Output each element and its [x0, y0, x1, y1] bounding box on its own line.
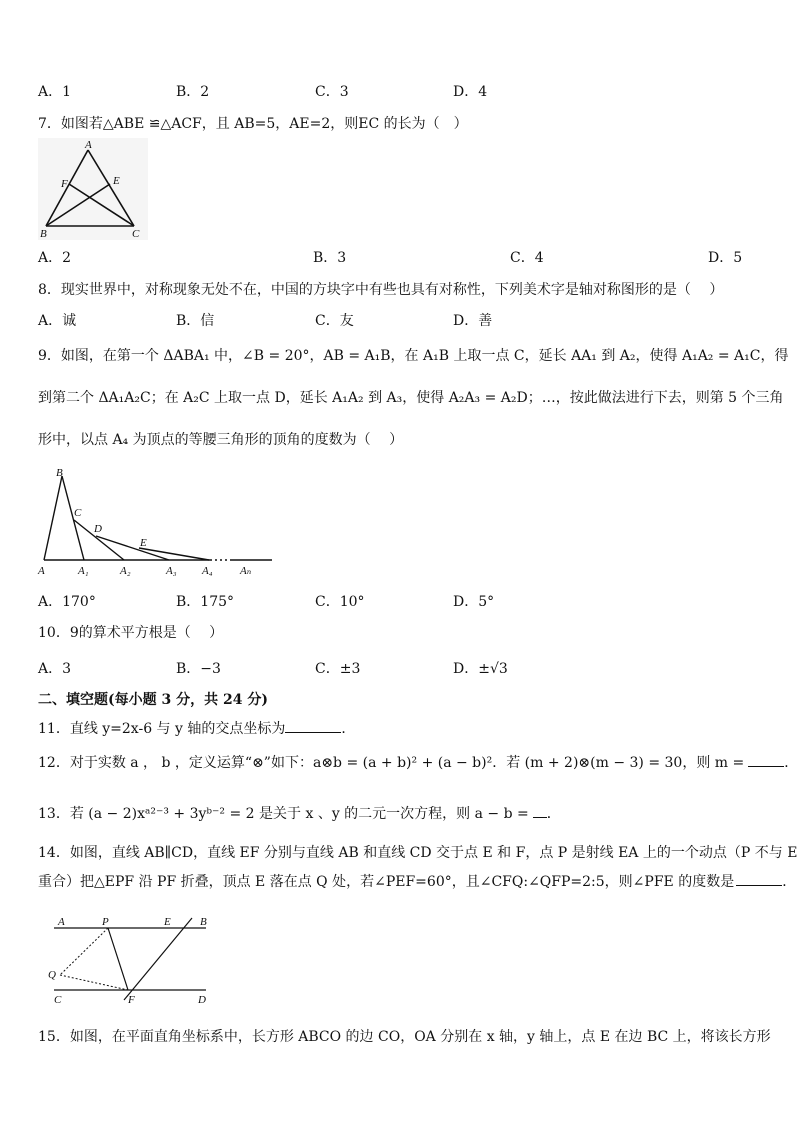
- q15-question: 15．如图，在平面直角坐标系中，长方形 ABCO 的边 CO，OA 分别在 x 轴，y 轴上，点 E 在边 BC 上，将该长方形: [38, 1029, 771, 1045]
- q6-option-a: A．1: [38, 84, 72, 100]
- q10-option-a: A．3: [38, 661, 72, 677]
- q9-label-a3: A₃: [166, 565, 177, 577]
- q14-label-d: D: [198, 994, 206, 1006]
- q7-question: 7．如图若△ABE ≌△ACF，且 AB=5，AE=2，则EC 的长为（ ）: [38, 116, 468, 132]
- q14-parallel-lines-figure: [40, 912, 220, 1010]
- q13-answer-blank[interactable]: [533, 803, 547, 818]
- q10-question: 10．9的算术平方根是（ ）: [38, 625, 224, 641]
- q12-text: 12．对于实数 a ， b ，定义运算“⊗”如下：a⊗b = (a + b)² + (a − b)²．若 (m + 2)⊗(m − 3) = 30，则 m =: [38, 755, 745, 771]
- q9-question-line1: 9．如图，在第一个 ΔABA₁ 中，∠B = 20°，AB = A₁B，在 A₁B 上取一点 C，延长 AA₁ 到 A₂，使得 A₁A₂ = A₁C，得: [38, 348, 789, 364]
- q13-text: 13．若 (a − 2)xᵃ²⁻³ + 3yᵇ⁻² = 2 是关于 x 、y 的二元一次方程，则 a − b =: [38, 806, 529, 822]
- q9-label-a1: A₁: [78, 565, 89, 577]
- q8-option-d: D．善: [453, 313, 493, 329]
- q14-label-b: B: [200, 916, 207, 928]
- q9-label-c: C: [74, 507, 82, 519]
- q14-question-line2: [38, 871, 796, 892]
- q9-label-e: E: [140, 537, 147, 549]
- q7-label-c: C: [132, 228, 140, 240]
- q10-option-d: D．±√3: [453, 661, 508, 677]
- q7-label-a: A: [85, 139, 92, 151]
- q9-label-a4: A₄: [202, 565, 213, 577]
- q10-option-c: C．±3: [315, 661, 361, 677]
- q14-label-e: E: [164, 916, 171, 928]
- q7-option-c: C．4: [510, 250, 544, 266]
- q8-option-b: B．信: [176, 313, 215, 329]
- q14-label-a: A: [58, 916, 65, 928]
- q7-label-f: F: [61, 178, 68, 190]
- q9-label-b: B: [56, 467, 63, 479]
- q9-option-d: D．5°: [453, 594, 495, 610]
- q11-end: ．: [341, 721, 356, 737]
- q8-option-c: C．友: [315, 313, 354, 329]
- q14-label-c: C: [54, 994, 62, 1006]
- q8-question: 8．现实世界中，对称现象无处不在，中国的方块字中有些也具有对称性，下列美术字是轴对称图形的是（ ）: [38, 282, 724, 298]
- q11-answer-blank[interactable]: [285, 718, 341, 733]
- q7-triangle-figure: [38, 138, 148, 240]
- q11-text: 11．直线 y=2x-6 与 y 轴的交点坐标为: [38, 721, 286, 737]
- q9-option-b: B．175°: [176, 594, 235, 610]
- q6-option-d: D．4: [453, 84, 488, 100]
- q9-label-a2: A₂: [120, 565, 131, 577]
- q14-text: 重合）把△EPF 沿 PF 折叠，顶点 E 落在点 Q 处，若∠PEF=60°，且∠CFQ:∠QFP=2:5，则∠PFE 的度数是: [38, 874, 735, 890]
- q9-option-a: A．170°: [38, 594, 96, 610]
- q6-option-b: B．2: [176, 84, 210, 100]
- q10-option-b: B．−3: [176, 661, 221, 677]
- q12-end: ．: [784, 755, 798, 771]
- q8-option-a: A．诚: [38, 313, 77, 329]
- q14-label-f: F: [128, 994, 135, 1006]
- q9-question-line2: 到第二个 ΔA₁A₂C；在 A₂C 上取一点 D，延长 A₁A₂ 到 A₃，使得 A₂A₃ = A₂D；…，按此做法进行下去，则第 5 个三角: [38, 390, 784, 406]
- q14-label-p: P: [102, 916, 109, 928]
- q7-label-b: B: [40, 228, 47, 240]
- q7-option-d: D．5: [708, 250, 743, 266]
- q9-label-an: Aₙ: [240, 565, 252, 577]
- q9-label-d: D: [94, 523, 102, 535]
- q7-option-a: A．2: [38, 250, 72, 266]
- q14-end: ．: [782, 874, 797, 890]
- q13-question: [38, 803, 561, 824]
- q9-option-c: C．10°: [315, 594, 365, 610]
- q12-answer-blank[interactable]: [748, 752, 784, 767]
- q14-answer-blank[interactable]: [736, 871, 782, 886]
- q13-end: ．: [546, 806, 561, 822]
- q9-question-line3: 形中，以点 A₄ 为顶点的等腰三角形的顶角的度数为（ ）: [38, 432, 404, 448]
- q12-question: [38, 752, 798, 773]
- q9-triangle-chain-figure: [34, 464, 279, 580]
- q7-option-b: B．3: [313, 250, 347, 266]
- q7-label-e: E: [113, 175, 120, 187]
- q14-question-line1: 14．如图，直线 AB∥CD，直线 EF 分别与直线 AB 和直线 CD 交于点 E 和 F，点 P 是射线 EA 上的一个动点（P 不与 E: [38, 845, 798, 861]
- section-2-title: 二、填空题(每小题 3 分，共 24 分): [38, 692, 268, 708]
- q14-label-q: Q: [48, 969, 56, 981]
- q9-label-a: A: [38, 565, 45, 577]
- q11-question: [38, 718, 355, 739]
- q6-option-c: C．3: [315, 84, 349, 100]
